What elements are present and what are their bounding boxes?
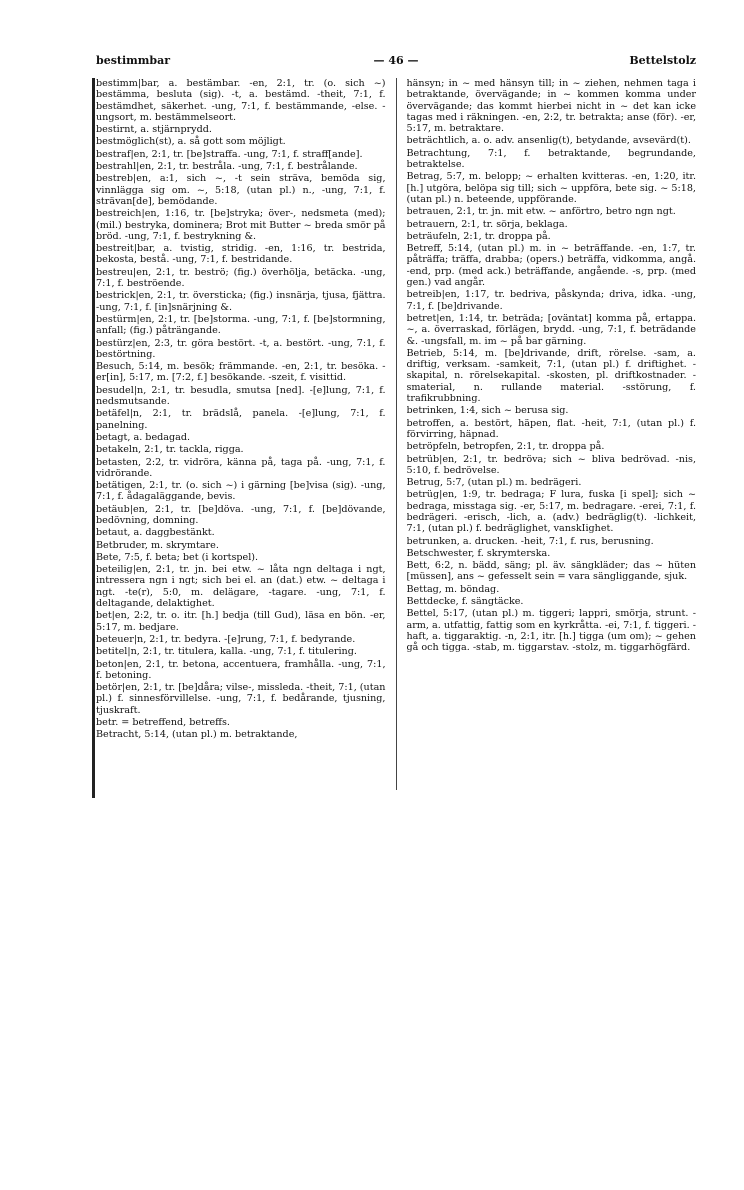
dictionary-entry: betakeln, 2:1, tr. tackla, rigga. xyxy=(96,444,244,456)
column-divider xyxy=(396,78,397,790)
dictionary-entry: Bettel, 5:17, (utan pl.) m. tiggeri; lappri, smörja, strunt. -arm, a. utfattig, fattig som en kyrkråtta. -ei, 7:1, f. tiggeri. -haft, a. tiggaraktig. -n, 2:1, itr. [h.] tigga (um om); ~ gehen gå och tigga. -stab, m. tiggarstav. -stolz, m. tiggarhögfärd. xyxy=(406,608,696,654)
dictionary-entry: Bett, 6:2, n. bädd, säng; pl. äv. sängkläder; das ~ hüten [müssen], ans ~ gefesselt sein = vara sängliggande, sjuk. xyxy=(406,560,696,583)
left-column xyxy=(96,78,386,790)
dictionary-entry: betrinken, 1:4, sich ~ berusa sig. xyxy=(406,405,569,417)
dictionary-entry: beträchtlich, a. o. adv. ansenlig(t), betydande, avsevärd(t). xyxy=(406,135,691,147)
dictionary-entry: bestrahl|en, 2:1, tr. bestråla. -ung, 7:1, f. bestrålande. xyxy=(96,161,358,173)
dictionary-entry: hänsyn; in ~ med hänsyn till; in ~ ziehen, nehmen taga i betraktande, övervägande; in ~ kommen komma under övervägande; das kommt hierbei nicht in ~ det kan icke tagas med i räkningen. -en, 2:2, tr. betrakta; anse (för). -er, 5:17, m. betraktare. xyxy=(406,78,696,135)
dictionary-entry: beteilig|en, 2:1, tr. jn. bei etw. ~ låta ngn deltaga i ngt, intressera ngn i ngt; sich bei el. an (dat.) etw. ~ deltaga i ngt. -te(r), 5:0, m. delägare, -tagare. -ung, 7:1, f. deltagande, delaktighet. xyxy=(96,564,386,610)
header-right-guideword: Bettelstolz xyxy=(629,54,696,67)
dictionary-entry: betret|en, 1:14, tr. beträda; [oväntat] komma på, ertappa. ~, a. överraskad, förlägen, brydd. -ung, 7:1, f. beträdande &. -ungsfall, m. im ~ på bar gärning. xyxy=(406,312,696,347)
running-header xyxy=(96,54,696,72)
dictionary-entry: bestimm|bar, a. bestämbar. -en, 2:1, tr. (o. sich ~) bestämma, besluta (sig). -t, a. bestämd. -theit, 7:1, f. bestämdhet, säkerhet. -ung, 7:1, f. bestämmande, -else. -ungsort, m. bestämmelseort. xyxy=(96,78,386,123)
dictionary-entry: bestrick|en, 2:1, tr. översticka; (fig.) insnärja, tjusa, fjättra. -ung, 7:1, f. [in]snärjning &. xyxy=(96,290,386,313)
dictionary-entry: Besuch, 5:14, m. besök; främmande. -en, 2:1, tr. besöka. -er[in], 5:17, m. [7:2, f.] besökande. -szeit, f. visittid. xyxy=(96,361,386,384)
page-number: — 46 — xyxy=(373,54,419,67)
dictionary-entry: besudel|n, 2:1, tr. besudla, smutsa [ned]. -[e]lung, 7:1, f. nedsmutsande. xyxy=(96,384,386,408)
dictionary-entry: Bettdecke, f. sängtäcke. xyxy=(406,596,524,608)
dictionary-entry: bestirnt, a. stjärnprydd. xyxy=(96,124,212,136)
dictionary-entry: betör|en, 2:1, tr. [be]dåra; vilse-, missleda. -theit, 7:1, (utan pl.) f. sinnesförvillelse. -ung, 7:1, f. bedårande, tjusning, tjuskraft. xyxy=(96,682,386,716)
dictionary-entry: betröpfeln, betropfen, 2:1, tr. droppa på. xyxy=(406,441,605,453)
dictionary-page xyxy=(86,40,706,798)
dictionary-entry: beträufeln, 2:1, tr. droppa på. xyxy=(406,230,551,242)
dictionary-entry: betäfel|n, 2:1, tr. brädslå, panela. -[e]lung, 7:1, f. panelning. xyxy=(96,408,386,431)
dictionary-entry: bestreu|en, 2:1, tr. beströ; (fig.) överhölja, betäcka. -ung, 7:1, f. beströende. xyxy=(96,266,386,290)
dictionary-entry: bestreit|bar, a. tvistig, stridig. -en, 1:16, tr. bestrida, bekosta, bestå. -ung, 7:1, f. bestridande. xyxy=(96,243,386,266)
dictionary-entry: betasten, 2:2, tr. vidröra, känna på, taga på. -ung, 7:1, f. vidrörande. xyxy=(96,456,386,479)
dictionary-entry: betagt, a. bedagad. xyxy=(96,431,191,443)
dictionary-entry: Betrag, 5:7, m. belopp; ~ erhalten kvitteras. -en, 1:20, itr. [h.] utgöra, belöpa sig till; sich ~ uppföra, bete sig. ~ 5:18, (utan pl.) n. beteende, uppförande. xyxy=(406,171,696,205)
right-column xyxy=(407,78,697,790)
header-left-guideword: bestimmbar xyxy=(96,54,171,67)
dictionary-entry: bestürz|en, 2:3, tr. göra bestört. -t, a. bestört. -ung, 7:1, f. bestörtning. xyxy=(96,337,386,360)
dictionary-entry: Betracht, 5:14, (utan pl.) m. betraktande, xyxy=(96,729,298,741)
left-edge-mark xyxy=(92,78,95,798)
dictionary-entry: bestürm|en, 2:1, tr. [be]storma. -ung, 7:1, f. [be]stormning, anfall; (fig.) påträngande. xyxy=(96,313,386,337)
dictionary-entry: betrunken, a. drucken. -heit, 7:1, f. rus, berusning. xyxy=(406,535,654,547)
dictionary-entry: bet|en, 2:2, tr. o. itr. [h.] bedja (till Gud), läsa en bön. -er, 5:17, m. bedjare. xyxy=(96,610,386,633)
dictionary-entry: Betrug, 5:7, (utan pl.) m. bedrägeri. xyxy=(406,477,582,489)
dictionary-entry: bestreb|en, a:1, sich ~, -t sein sträva, bemöda sig, vinnlägga sig om. ~, 5:18, (utan pl.) n., -ung, 7:1, f. strävan[de], bemödande. xyxy=(96,173,386,207)
dictionary-entry: Betreff, 5:14, (utan pl.) m. in ~ beträffande. -en, 1:7, tr. påträffa; träffa, drabba; (opers.) beträffa, vidkomma, angå. -end, prp. (med ack.) beträffande, angående. -s, prp. (med gen.) vad angår. xyxy=(406,243,696,289)
dictionary-entry: betreib|en, 1:17, tr. bedriva, påskynda; driva, idka. -ung, 7:1, f. [be]drivande. xyxy=(406,289,696,312)
dictionary-entry: Betrachtung, 7:1, f. betraktande, begrundande, betraktelse. xyxy=(406,147,696,171)
dictionary-entry: bestraf|en, 2:1, tr. [be]straffa. -ung, 7:1, f. straff[ande]. xyxy=(96,148,363,160)
entry-columns xyxy=(96,78,696,790)
dictionary-entry: bestmöglich(st), a. så gott som möjligt. xyxy=(96,136,286,148)
dictionary-entry: betrauern, 2:1, tr. sörja, beklaga. xyxy=(406,218,568,230)
dictionary-entry: betrüg|en, 1:9, tr. bedraga; F lura, fuska [i spel]; sich ~ bedraga, misstaga sig. -er, 5:17, m. bedragare. -erei, 7:1, f. bedrägeri. -erisch, -lich, a. (adv.) bedräglig(t). -lichkeit, 7:1, (utan pl.) f. bedräglighet, vanskIighet. xyxy=(406,489,696,535)
dictionary-entry: betr. = betreffend, betreffs. xyxy=(96,717,230,729)
dictionary-entry: beteuer|n, 2:1, tr. bedyra. -[e]rung, 7:1, f. bedyrande. xyxy=(96,633,356,645)
dictionary-entry: betrauen, 2:1, tr. jn. mit etw. ~ anförtro, betro ngn ngt. xyxy=(406,206,676,218)
dictionary-entry: Betrieb, 5:14, m. [be]drivande, drift, rörelse. -sam, a. driftig, verksam. -samkeit, 7:1, (utan pl.) f. driftighet. -skapital, n. rörelsekapital. -skosten, pl. driftkostnader. -smaterial, n. rullande material. -sstörung, f. trafikrubbning. xyxy=(406,347,696,405)
dictionary-entry: betitel|n, 2:1, tr. titulera, kalla. -ung, 7:1, f. titulering. xyxy=(96,646,357,658)
dictionary-entry: betaut, a. daggbestänkt. xyxy=(96,527,215,539)
dictionary-entry: betäub|en, 2:1, tr. [be]döva. -ung, 7:1, f. [be]dövande, bedövning, domning. xyxy=(96,503,386,526)
dictionary-entry: bestreich|en, 1:16, tr. [be]stryka; över-, nedsmeta (med); (mil.) bestryka, dominera; Brot mit Butter ~ breda smör på bröd. -ung, 7:1, f. bestrykning &. xyxy=(96,208,386,242)
dictionary-entry: beton|en, 2:1, tr. betona, accentuera, framhålla. -ung, 7:1, f. betoning. xyxy=(96,658,386,681)
dictionary-entry: betätigen, 2:1, tr. (o. sich ~) i gärning [be]visa (sig). -ung, 7:1, f. ådagaläggande, bevis. xyxy=(96,480,386,503)
dictionary-entry: Bete, 7:5, f. beta; bet (i kortspel). xyxy=(96,551,259,563)
dictionary-entry: betrüb|en, 2:1, tr. bedröva; sich ~ bliva bedrövad. -nis, 5:10, f. bedrövelse. xyxy=(406,453,696,476)
dictionary-entry: Betbruder, m. skrymtare. xyxy=(96,539,219,551)
dictionary-entry: Bettag, m. böndag. xyxy=(406,583,500,595)
dictionary-entry: Betschwester, f. skrymterska. xyxy=(406,547,551,559)
dictionary-entry: betroffen, a. bestört, häpen, flat. -heit, 7:1, (utan pl.) f. förvirring, häpnad. xyxy=(406,417,696,440)
